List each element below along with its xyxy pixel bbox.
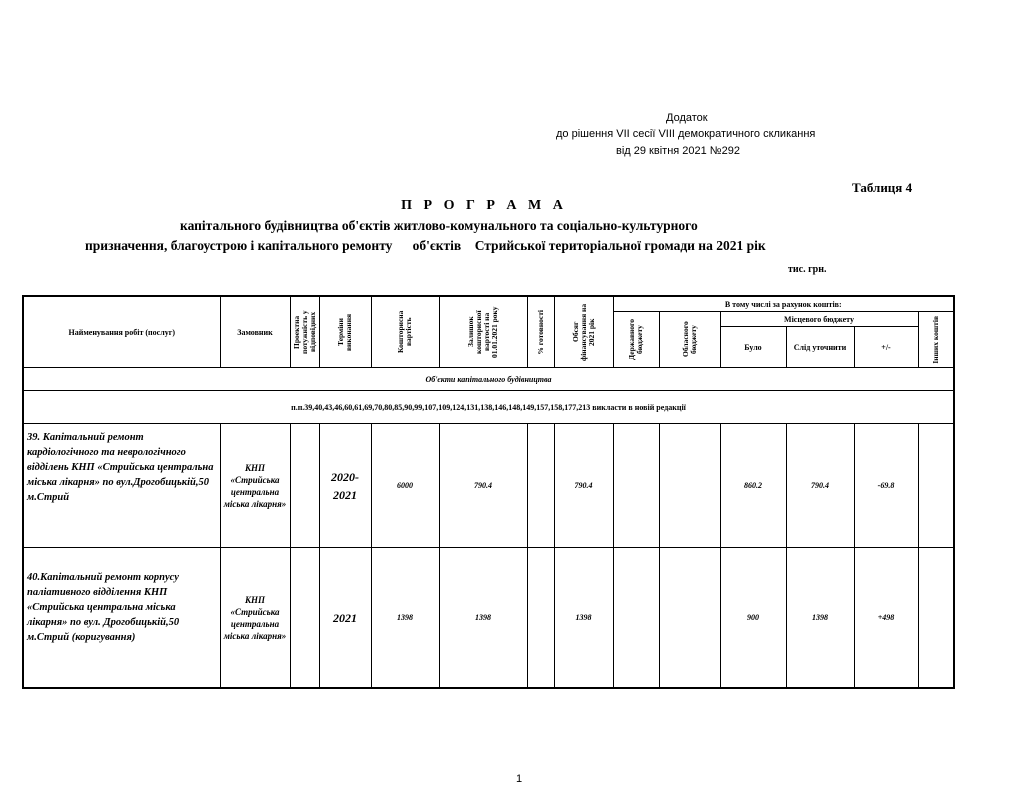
row-terms: 2021 bbox=[319, 548, 371, 689]
row-terms: 2020-2021 bbox=[319, 424, 371, 548]
col-financing-label: Обсяг фінансування на 2021 рік bbox=[570, 303, 596, 361]
note-row bbox=[23, 391, 954, 424]
program-subtitle-2: призначення, благоустрою і капітального ремонту об'єктів Стрийської територіальної громади на 2021 рік bbox=[85, 238, 766, 253]
row-name: 40.Капітальний ремонт корпусу паліативного відділення КНП «Стрийська центральна міська лікарня» по вул. Дрогобицькій,50 м.Стрий (коригування) bbox=[23, 548, 220, 689]
row-was: 900 bbox=[720, 548, 786, 689]
row-was: 860.2 bbox=[720, 424, 786, 548]
row-financing: 790.4 bbox=[554, 424, 613, 548]
table-number: Таблиця 4 bbox=[852, 180, 913, 195]
col-readiness-label: % готовності bbox=[535, 309, 545, 355]
col-cost-label: Кошторисна вартість bbox=[396, 310, 413, 354]
col-name-header: Найменування робіт (послуг) bbox=[23, 296, 220, 368]
row-capacity bbox=[290, 424, 319, 548]
units-label: тис. грн. bbox=[788, 264, 827, 275]
row-state bbox=[613, 424, 659, 548]
col-should-header: Слід уточнити bbox=[786, 327, 854, 368]
col-regional-header bbox=[659, 312, 720, 368]
col-other-header bbox=[918, 312, 954, 368]
row-name: 39. Капітальний ремонт кардіологічного та неврологічного відділень КНП «Стрийська центральна міська лікарня» по вул.Дрогобицькій,50 м.Стрий bbox=[23, 424, 220, 548]
row-readiness bbox=[527, 548, 554, 689]
row-customer: КНП «Стрийська центральна міська лікарня» bbox=[220, 424, 290, 548]
note-text: п.п.39,40,43,46,60,61,69,70,80,85,90,99,107,109,124,131,138,146,148,149,157,158,177,213 викласти в новій редакції bbox=[23, 391, 954, 424]
row-should: 1398 bbox=[786, 548, 854, 689]
col-remaining-header bbox=[439, 296, 527, 368]
header-row-1 bbox=[23, 296, 954, 312]
row-readiness bbox=[527, 424, 554, 548]
col-cost-header bbox=[371, 296, 439, 368]
col-remaining-label: Залишок кошторисної вартості на 01.01.2021 року bbox=[466, 306, 499, 358]
col-readiness-header bbox=[527, 296, 554, 368]
row-regional bbox=[659, 424, 720, 548]
row-diff: +498 bbox=[854, 548, 918, 689]
col-financing-header bbox=[554, 296, 613, 368]
decision-date: від 29 квітня 2021 №292 bbox=[616, 145, 740, 157]
row-remaining: 790.4 bbox=[439, 424, 527, 548]
section-row bbox=[23, 368, 954, 391]
program-table bbox=[22, 295, 955, 689]
row-remaining: 1398 bbox=[439, 548, 527, 689]
row-other bbox=[918, 548, 954, 689]
row-should: 790.4 bbox=[786, 424, 854, 548]
appendix-label: Додаток bbox=[666, 112, 708, 124]
col-including-header: В тому числі за рахунок коштів: bbox=[613, 296, 954, 312]
table-row bbox=[23, 548, 954, 689]
col-local-header: Місцевого бюджету bbox=[720, 312, 918, 327]
col-was-header: Було bbox=[720, 327, 786, 368]
program-title: П Р О Г Р А М А bbox=[401, 198, 567, 213]
row-other bbox=[918, 424, 954, 548]
col-terms-header bbox=[319, 296, 371, 368]
row-financing: 1398 bbox=[554, 548, 613, 689]
row-cost: 6000 bbox=[371, 424, 439, 548]
col-customer-header: Замовник bbox=[220, 296, 290, 368]
col-other-label: Інших коштів bbox=[930, 315, 940, 364]
col-state-label: Державного бюджету bbox=[627, 318, 644, 361]
col-regional-label: Обласного бюджету bbox=[680, 321, 698, 358]
row-diff: -69.8 bbox=[854, 424, 918, 548]
row-regional bbox=[659, 548, 720, 689]
row-customer: КНП «Стрийська центральна міська лікарня» bbox=[220, 548, 290, 689]
col-capacity-label: Проектна потужність у відповідних bbox=[291, 310, 317, 354]
col-capacity-header bbox=[290, 296, 319, 368]
table-row bbox=[23, 424, 954, 548]
row-capacity bbox=[290, 548, 319, 689]
page-number: 1 bbox=[516, 773, 523, 785]
col-terms-label: Терміни виконання bbox=[336, 313, 353, 351]
row-state bbox=[613, 548, 659, 689]
row-cost: 1398 bbox=[371, 548, 439, 689]
col-state-header bbox=[613, 312, 659, 368]
decision-reference: до рішення VII сесії VIII демократичного скликання bbox=[556, 128, 816, 140]
section-title: Об'єкти капітального будівництва bbox=[23, 368, 954, 391]
col-diff-header: +/- bbox=[854, 327, 918, 368]
program-subtitle-1: капітального будівництва об'єктів житлово-комунального та соціально-культурного bbox=[180, 218, 698, 233]
